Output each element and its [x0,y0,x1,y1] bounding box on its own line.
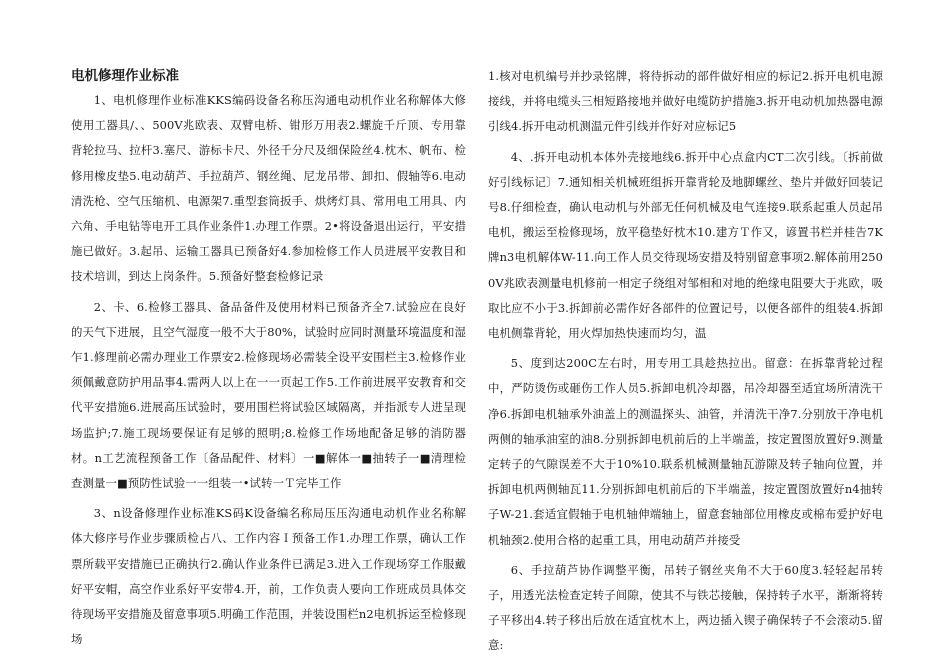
paragraph-3: 3、n设备修理作业标准KS码K设备编名称局压压沟通电动机作业名称解体大修序号作业步骤质检占八、工作内容Ｉ预备工作1.办理工作票，确认工作票所载平安措施已正确执行2.确认作业条件已满足3.进入工作现场穿工作服戴好平安帽，高空作业系好平安带4.开，前，工作负责人要向工作班成员具体交待现场平安措施及留意事项5.明确工作范围，并装设围栏n2电机拆运至检修现场 [71,506,466,647]
paragraph-6: 6、手拉葫芦协作调整平衡，吊转子钢丝夹角不大于60度3.轻轻起吊转子，用透光法检查定转子间隙，使其不与铁芯接触，保持转子水平，渐渐将转子平移出4.转子移出后放在适宜枕木上，两边插入锲子确保转子不会滚动5.留意: [488,562,883,653]
paragraph-5: 5、度到达200C左右时，用专用工具趁热拉出。留意：在拆靠背轮过程中，严防烫伤或砸伤工作人员5.拆卸电机冷却器，吊冷却器至适宜场所清洗干净6.拆卸电机轴承外油盖上的测温探头、油管，并清洗干净7.分别放干净电机两侧的轴承油室的油8.分别拆卸电机前后的上半端盖，按定置图放置好9.测量定转子的气隙误差不大于10%10.联系机械测量轴瓦游隙及转子轴向位置，并拆卸电机两侧轴瓦11.分别拆卸电机前后的下半端盖，按定置图放置好n4抽转子W-21.套适宜假轴于电机轴伸端轴上，留意套轴部位用橡皮或棉布爱护好电机轴颈2.使用合格的起重工具，用电动葫芦并接受 [488,356,883,547]
document-title: 电机修理作业标准 [71,68,179,84]
paragraph-1: 1、电机修理作业标准KKS编码设备名称压沟通电动机作业名称解体大修使用工器具/、、500V兆欧表、双臂电桥、钳形万用表2.螺旋千斤顶、专用靠背轮拉马、拉杆3.塞尺、游标卡尺、外径千分尺及细保险丝4.枕木、帆布、检修用橡皮垫5.电动葫芦、手拉葫芦、钢丝绳、尼龙吊带、卸扣、假轴等6.电动清洗枪、空气压缩机、电源架7.重型套筒扳手、烘烤灯具、常用电工用具、内六角、手电钻等电开工具作业条件1.办理工作票。2•将设备退出运行，平安措施已做好。3.起吊、运输工器具已预备好4.参加检修工作人员进展平安教目和技术培训，到达上岗条件。5.预备好整套检修记录 [71,93,466,284]
paragraph-3-continued: 1.核对电机编号并抄录铭牌，将待拆动的部件做好相应的标记2.拆开电机电源接线，并将电缆头三相短路接地并做好电缆防护措施3.拆开电动机加热器电源引线4.拆开电动机测温元件引线并作好对应标记5 [488,69,883,134]
left-column [71,64,466,657]
paragraph-4: 4、.拆开电动机本体外壳接地线6.拆开中心点盒内CT二次引线。〔拆前做好引线标记〕7.通知相关机械班组拆开靠背轮及地脚螺丝、垫片并做好回装记号8.仔细检查，确认电动机与外部无任何机械及电气连接9.联系起重人员起吊电机，搬运至检修现场，放平稳垫好枕木10.建方Ｔ作又，谚置书栏并桂告7K牌n3电机解体W-11.向工作人员交待现场安措及特别留意事项2.解体前用2500V兆欧表测量电机修前一相定子绕组对邹相和对地的绝缘电阻要大于兆欧，吸取比应不小于3.拆卸前必需作好各部件的位置记号，以便各部件的组装4.拆卸电机侧靠背轮，用火焊加热快速而均匀，温 [488,149,883,341]
paragraph-2: 2、卡、6.检修工器具、备品备件及使用材料已预备齐全7.试验应在良好的天气下进展，且空气湿度一般不大于80%，试验时应同时测量环境温度和湿乍1.修理前必需办理业工作票安2.检修现场必需装全设平安围栏主3.检修作业须佩戴意防护用品事4.需两人以上在一一页起工作5.工作前进展平安教育和交代平安措施6.进展高压试验时，要用围栏将试验区域隔离，并指派专人进呈现场监护;7.施工现场要保证有足够的照明;8.检修工作场地配备足够的消防器材。n工艺流程预备工作〔备品配件、材料〕一■解体一■抽转子一■清理检查测量一■预防性试验一一组装一•试转一Ｔ完毕工作 [71,299,466,491]
right-column [488,64,883,664]
